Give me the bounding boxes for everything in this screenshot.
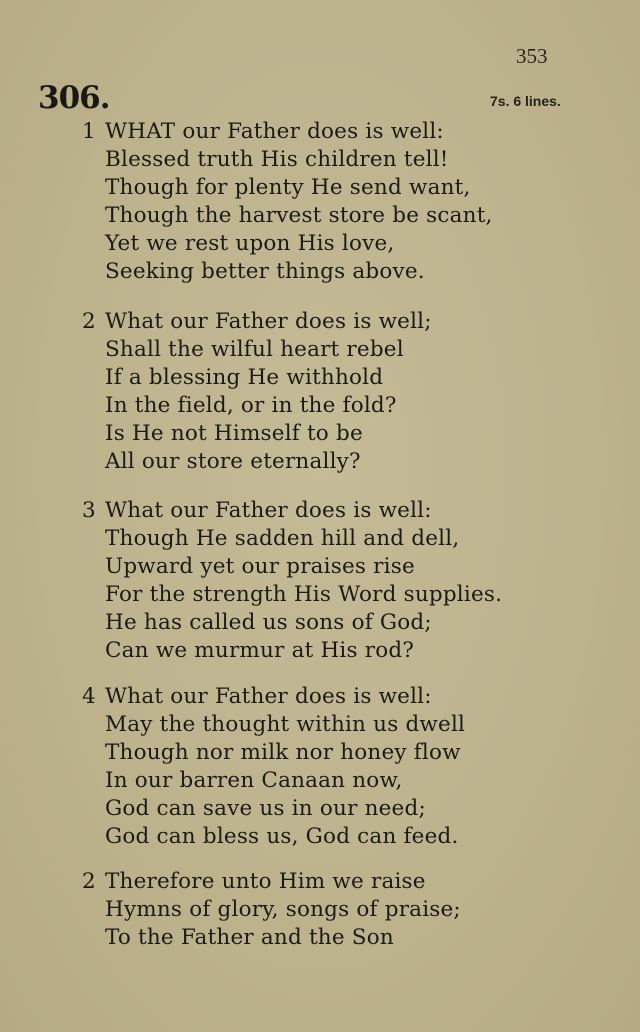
stanza-2 bbox=[82, 308, 432, 476]
stanza-number: 2 bbox=[82, 869, 96, 894]
stanza-number: 1 bbox=[82, 119, 96, 144]
stanza-line: May the thought within us dwell bbox=[105, 712, 466, 737]
line-text: What our Father does is well: bbox=[105, 684, 432, 709]
stanza-1 bbox=[82, 118, 493, 286]
stanza-line: Hymns of glory, songs of praise; bbox=[105, 897, 461, 922]
stanza-4 bbox=[82, 683, 465, 851]
line-text: Therefore unto Him we raise bbox=[105, 869, 426, 894]
stanza-line: Can we murmur at His rod? bbox=[105, 638, 415, 663]
stanza-line bbox=[82, 497, 502, 525]
page-number: 353 bbox=[516, 44, 548, 68]
stanza-line: Though nor milk nor honey flow bbox=[105, 740, 461, 765]
line-text: What our Father does is well: bbox=[105, 498, 432, 523]
stanza-line: To the Father and the Son bbox=[105, 925, 394, 950]
stanza-line: Blessed truth His children tell! bbox=[105, 147, 449, 172]
hymn-number: 306. bbox=[38, 80, 110, 116]
stanza-line: If a blessing He withhold bbox=[105, 365, 384, 390]
stanza-line: Though He sadden hill and dell, bbox=[105, 526, 460, 551]
stanza-line: In the field, or in the fold? bbox=[105, 393, 397, 418]
stanza-line: Is He not Himself to be bbox=[105, 421, 363, 446]
stanza-number: 4 bbox=[82, 684, 96, 709]
stanza-line: Shall the wilful heart rebel bbox=[105, 337, 404, 362]
stanza-line: Yet we rest upon His love, bbox=[105, 231, 395, 256]
stanza-line: Seeking better things above. bbox=[105, 259, 425, 284]
stanza-line: Though for plenty He send want, bbox=[105, 175, 471, 200]
stanza-line bbox=[82, 118, 493, 146]
stanza-line: God can bless us, God can feed. bbox=[105, 824, 459, 849]
line-text: WHAT our Father does is well: bbox=[105, 119, 444, 144]
stanza-number: 2 bbox=[82, 309, 96, 334]
stanza-line: All our store eternally? bbox=[105, 449, 361, 474]
stanza-line: Upward yet our praises rise bbox=[105, 554, 415, 579]
stanza-line: He has called us sons of God; bbox=[105, 610, 432, 635]
stanza-line bbox=[82, 683, 465, 711]
stanza-number: 3 bbox=[82, 498, 96, 523]
stanza-line bbox=[82, 308, 432, 336]
line-text: What our Father does is well; bbox=[105, 309, 432, 334]
meter-label: 7s. 6 lines. bbox=[490, 93, 561, 109]
stanza-line bbox=[82, 868, 461, 896]
stanza-line: In our barren Canaan now, bbox=[105, 768, 403, 793]
stanza-line: God can save us in our need; bbox=[105, 796, 426, 821]
stanza-5 bbox=[82, 868, 461, 952]
stanza-line: For the strength His Word supplies. bbox=[105, 582, 503, 607]
stanza-3 bbox=[82, 497, 502, 665]
stanza-line: Though the harvest store be scant, bbox=[105, 203, 493, 228]
